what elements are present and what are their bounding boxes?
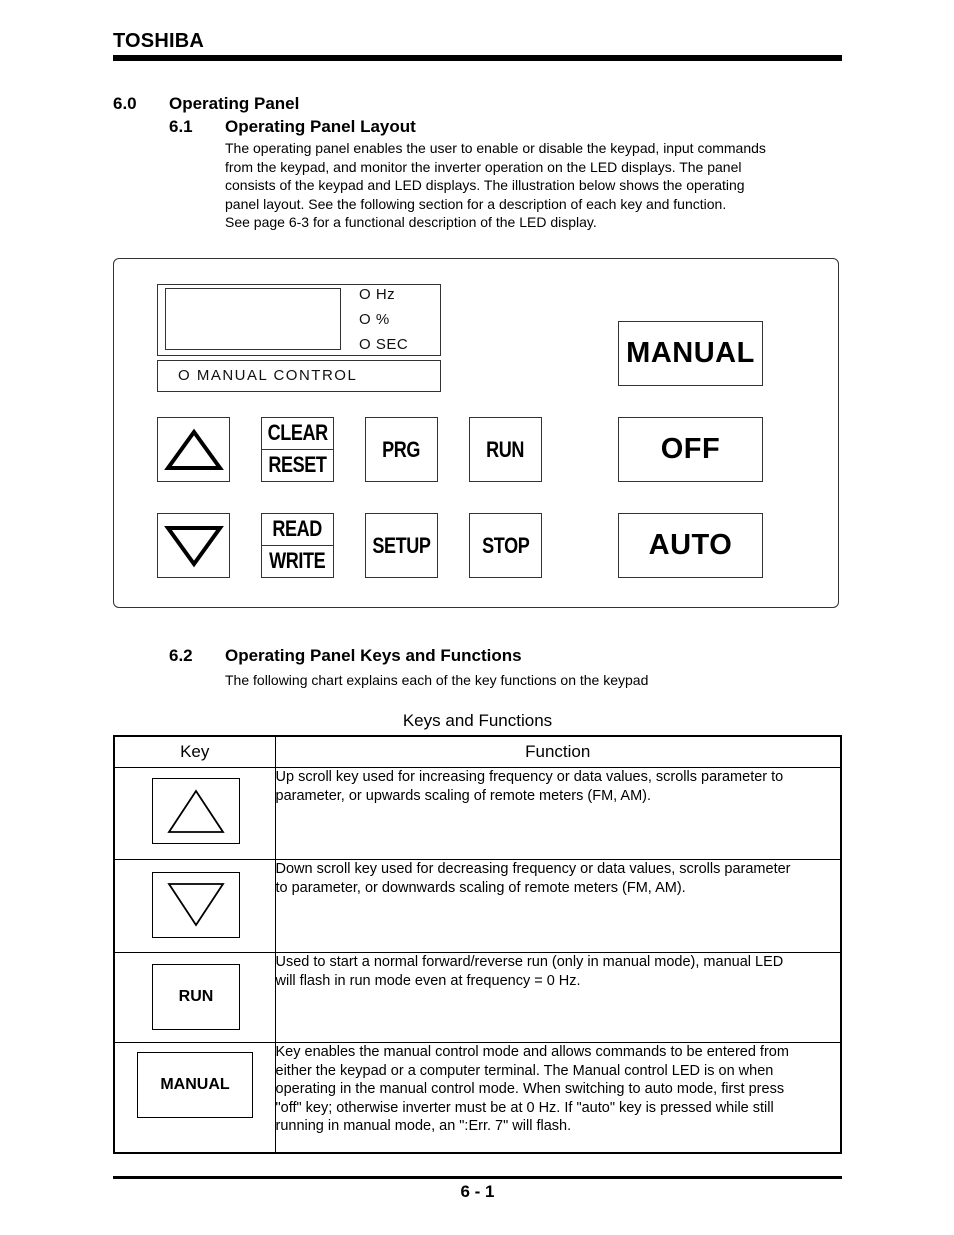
hz-indicator: O Hz — [359, 286, 396, 303]
intro-paragraph — [225, 139, 845, 232]
manual-key-label: MANUAL — [626, 337, 755, 369]
function-line: parameter, or upwards scaling of remote meters (FM, AM). — [275, 787, 652, 804]
table-row — [114, 953, 841, 1043]
keys-functions-table — [113, 735, 842, 1154]
down-key — [157, 513, 230, 578]
table-caption: Keys and Functions — [402, 711, 553, 730]
page-number: 6 - 1 — [460, 1182, 495, 1201]
function-cell — [275, 768, 841, 860]
function-line: either the keypad or a computer terminal. The Manual control LED is on when — [275, 1062, 774, 1079]
up-triangle-icon — [164, 428, 224, 472]
down-triangle-icon — [164, 524, 224, 568]
run-key-illustration — [152, 964, 240, 1030]
function-line: "off" key; otherwise inverter must be at 0 Hz. If "auto" key is pressed while still — [275, 1099, 774, 1116]
intro-line: See page 6-3 for a functional description of the LED display. — [225, 214, 597, 231]
function-line: Key enables the manual control mode and allows commands to be entered from — [275, 1044, 789, 1060]
function-cell — [275, 1043, 841, 1153]
auto-key-label: AUTO — [648, 529, 733, 561]
sec-indicator: O SEC — [359, 336, 409, 353]
clear-key-label: CLEAR — [267, 420, 328, 446]
run-key-label: RUN — [486, 436, 525, 462]
manual-key-label: MANUAL — [160, 1076, 230, 1093]
section-number: 6.0 — [113, 94, 137, 113]
run-key-label: RUN — [178, 988, 214, 1005]
percent-indicator: O % — [359, 311, 390, 328]
key-cell — [114, 953, 275, 1043]
read-key-label: READ — [272, 516, 323, 542]
down-triangle-icon — [166, 881, 226, 929]
subsection-title: Operating Panel Layout — [225, 117, 416, 136]
function-cell — [275, 953, 841, 1043]
setup-key — [365, 513, 438, 578]
function-cell — [275, 860, 841, 953]
run-key — [469, 417, 542, 482]
write-key-label: WRITE — [269, 548, 326, 574]
header-rule — [113, 55, 842, 61]
read-write-key — [261, 513, 334, 578]
manual-key — [618, 321, 763, 386]
key-cell — [114, 768, 275, 860]
keys-intro-text: The following chart explains each of the key functions on the keypad — [225, 672, 649, 688]
function-line: running in manual mode, an ":Err. 7" will flash. — [275, 1118, 572, 1135]
key-column-header: Key — [114, 736, 275, 768]
function-column-header: Function — [275, 736, 841, 768]
up-key-illustration — [152, 778, 240, 844]
function-line: to parameter, or downwards scaling of remote meters (FM, AM). — [275, 879, 686, 896]
subsection-number: 6.2 — [169, 646, 193, 665]
subsection-number: 6.1 — [169, 117, 193, 136]
table-header-row — [114, 736, 841, 768]
off-key — [618, 417, 763, 482]
led-display — [165, 288, 341, 350]
auto-key — [618, 513, 763, 578]
intro-line: from the keypad, and monitor the inverter operation on the LED displays. The panel — [225, 158, 742, 175]
setup-key-label: SETUP — [372, 532, 431, 558]
function-line: operating in the manual control mode. When switching to auto mode, first press — [275, 1081, 785, 1098]
clear-reset-key — [261, 417, 334, 482]
function-line: will flash in run mode even at frequency = 0 Hz. — [275, 972, 581, 989]
up-triangle-icon — [166, 787, 226, 835]
function-line: Used to start a normal forward/reverse run (only in manual mode), manual LED — [275, 954, 784, 970]
function-line: Down scroll key used for decreasing frequency or data values, scrolls parameter — [275, 861, 791, 877]
table-row — [114, 860, 841, 953]
section-title: Operating Panel — [169, 94, 300, 113]
manual-key-illustration — [137, 1052, 253, 1118]
key-cell — [114, 860, 275, 953]
table-row — [114, 1043, 841, 1153]
down-key-illustration — [152, 872, 240, 938]
intro-line: panel layout. See the following section for a description of each key and function. — [225, 195, 727, 212]
up-key — [157, 417, 230, 482]
subsection-title: Operating Panel Keys and Functions — [225, 646, 522, 665]
stop-key-label: STOP — [481, 532, 530, 558]
reset-key-label: RESET — [268, 452, 327, 478]
manual-control-indicator: O MANUAL CONTROL — [178, 367, 358, 384]
function-line: Up scroll key used for increasing frequency or data values, scrolls parameter to — [275, 769, 784, 785]
key-cell — [114, 1043, 275, 1153]
prg-key-label: PRG — [382, 436, 421, 462]
footer-rule — [113, 1176, 842, 1179]
brand-name: TOSHIBA — [113, 30, 205, 52]
table-row — [114, 768, 841, 860]
stop-key — [469, 513, 542, 578]
intro-line: The operating panel enables the user to enable or disable the keypad, input commands — [225, 140, 766, 156]
off-key-label: OFF — [660, 433, 721, 465]
intro-line: consists of the keypad and LED displays. The illustration below shows the operating — [225, 177, 745, 194]
prg-key — [365, 417, 438, 482]
